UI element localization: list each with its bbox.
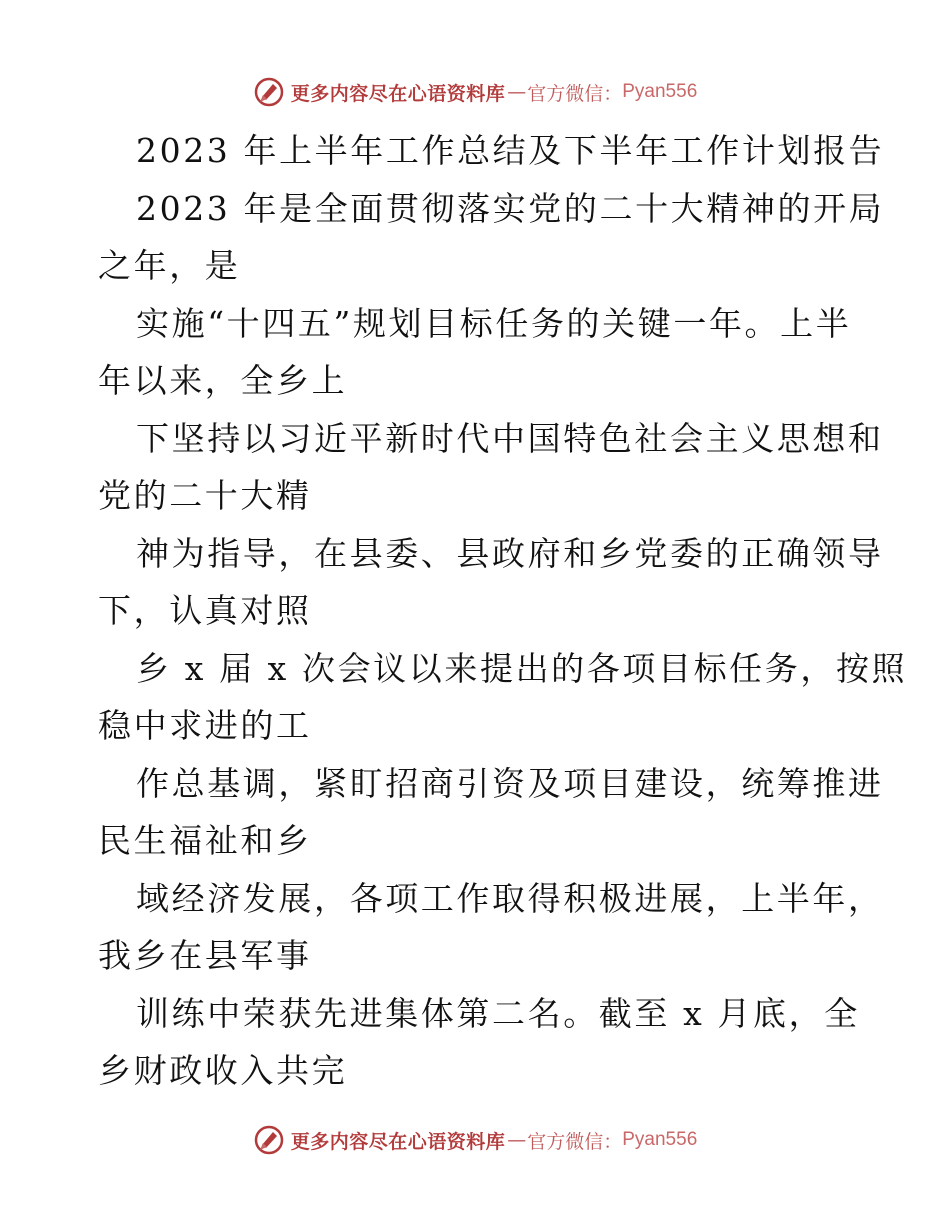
document-line: 民生福祉和乡: [98, 821, 312, 860]
watermark-sub-text: 官方微信：: [527, 82, 623, 105]
document-line: 实施“十四五”规划目标任务的关键一年。上半: [136, 303, 852, 343]
watermark-dash: —: [507, 81, 526, 103]
document-line: 作总基调，紧盯招商引资及项目建设，统筹推进: [136, 763, 884, 803]
watermark-logo-icon: [253, 1124, 285, 1156]
document-line: 神为指导，在县委、县政府和乡党委的正确领导: [136, 533, 884, 573]
header-watermark: [0, 72, 950, 112]
document-body: [98, 122, 908, 1100]
watermark-account-id: Pyan556: [622, 1129, 698, 1150]
watermark-account-id: Pyan556: [622, 81, 698, 102]
document-line: 下，认真对照: [98, 591, 312, 630]
document-line: 下坚持以习近平新时代中国特色社会主义思想和: [136, 418, 884, 458]
watermark-dash: —: [507, 1129, 526, 1151]
document-line: 域经济发展，各项工作取得积极进展，上半年，: [136, 878, 884, 918]
document-line: 2023 年是全面贯彻落实党的二十大精神的开局: [136, 188, 885, 228]
document-title: 2023 年上半年工作总结及下半年工作计划报告: [136, 131, 885, 170]
footer-watermark: [0, 1120, 950, 1160]
document-line: 训练中荣获先进集体第二名。截至 x 月底，全: [136, 993, 860, 1033]
document-line: 我乡在县军事: [98, 936, 312, 975]
watermark-main-text: 更多内容尽在心语资料库: [290, 82, 506, 105]
document-line: 党的二十大精: [98, 476, 312, 515]
document-line: 之年，是: [98, 246, 241, 285]
document-line: 年以来，全乡上: [98, 361, 348, 400]
watermark-main-text: 更多内容尽在心语资料库: [290, 1130, 506, 1153]
watermark-logo-icon: [253, 76, 285, 108]
watermark-sub-text: 官方微信：: [527, 1130, 623, 1153]
document-line: 乡财政收入共完: [98, 1051, 348, 1090]
document-line: 稳中求进的工: [98, 706, 312, 745]
document-line: 乡 x 届 x 次会议以来提出的各项目标任务，按照: [136, 648, 908, 688]
